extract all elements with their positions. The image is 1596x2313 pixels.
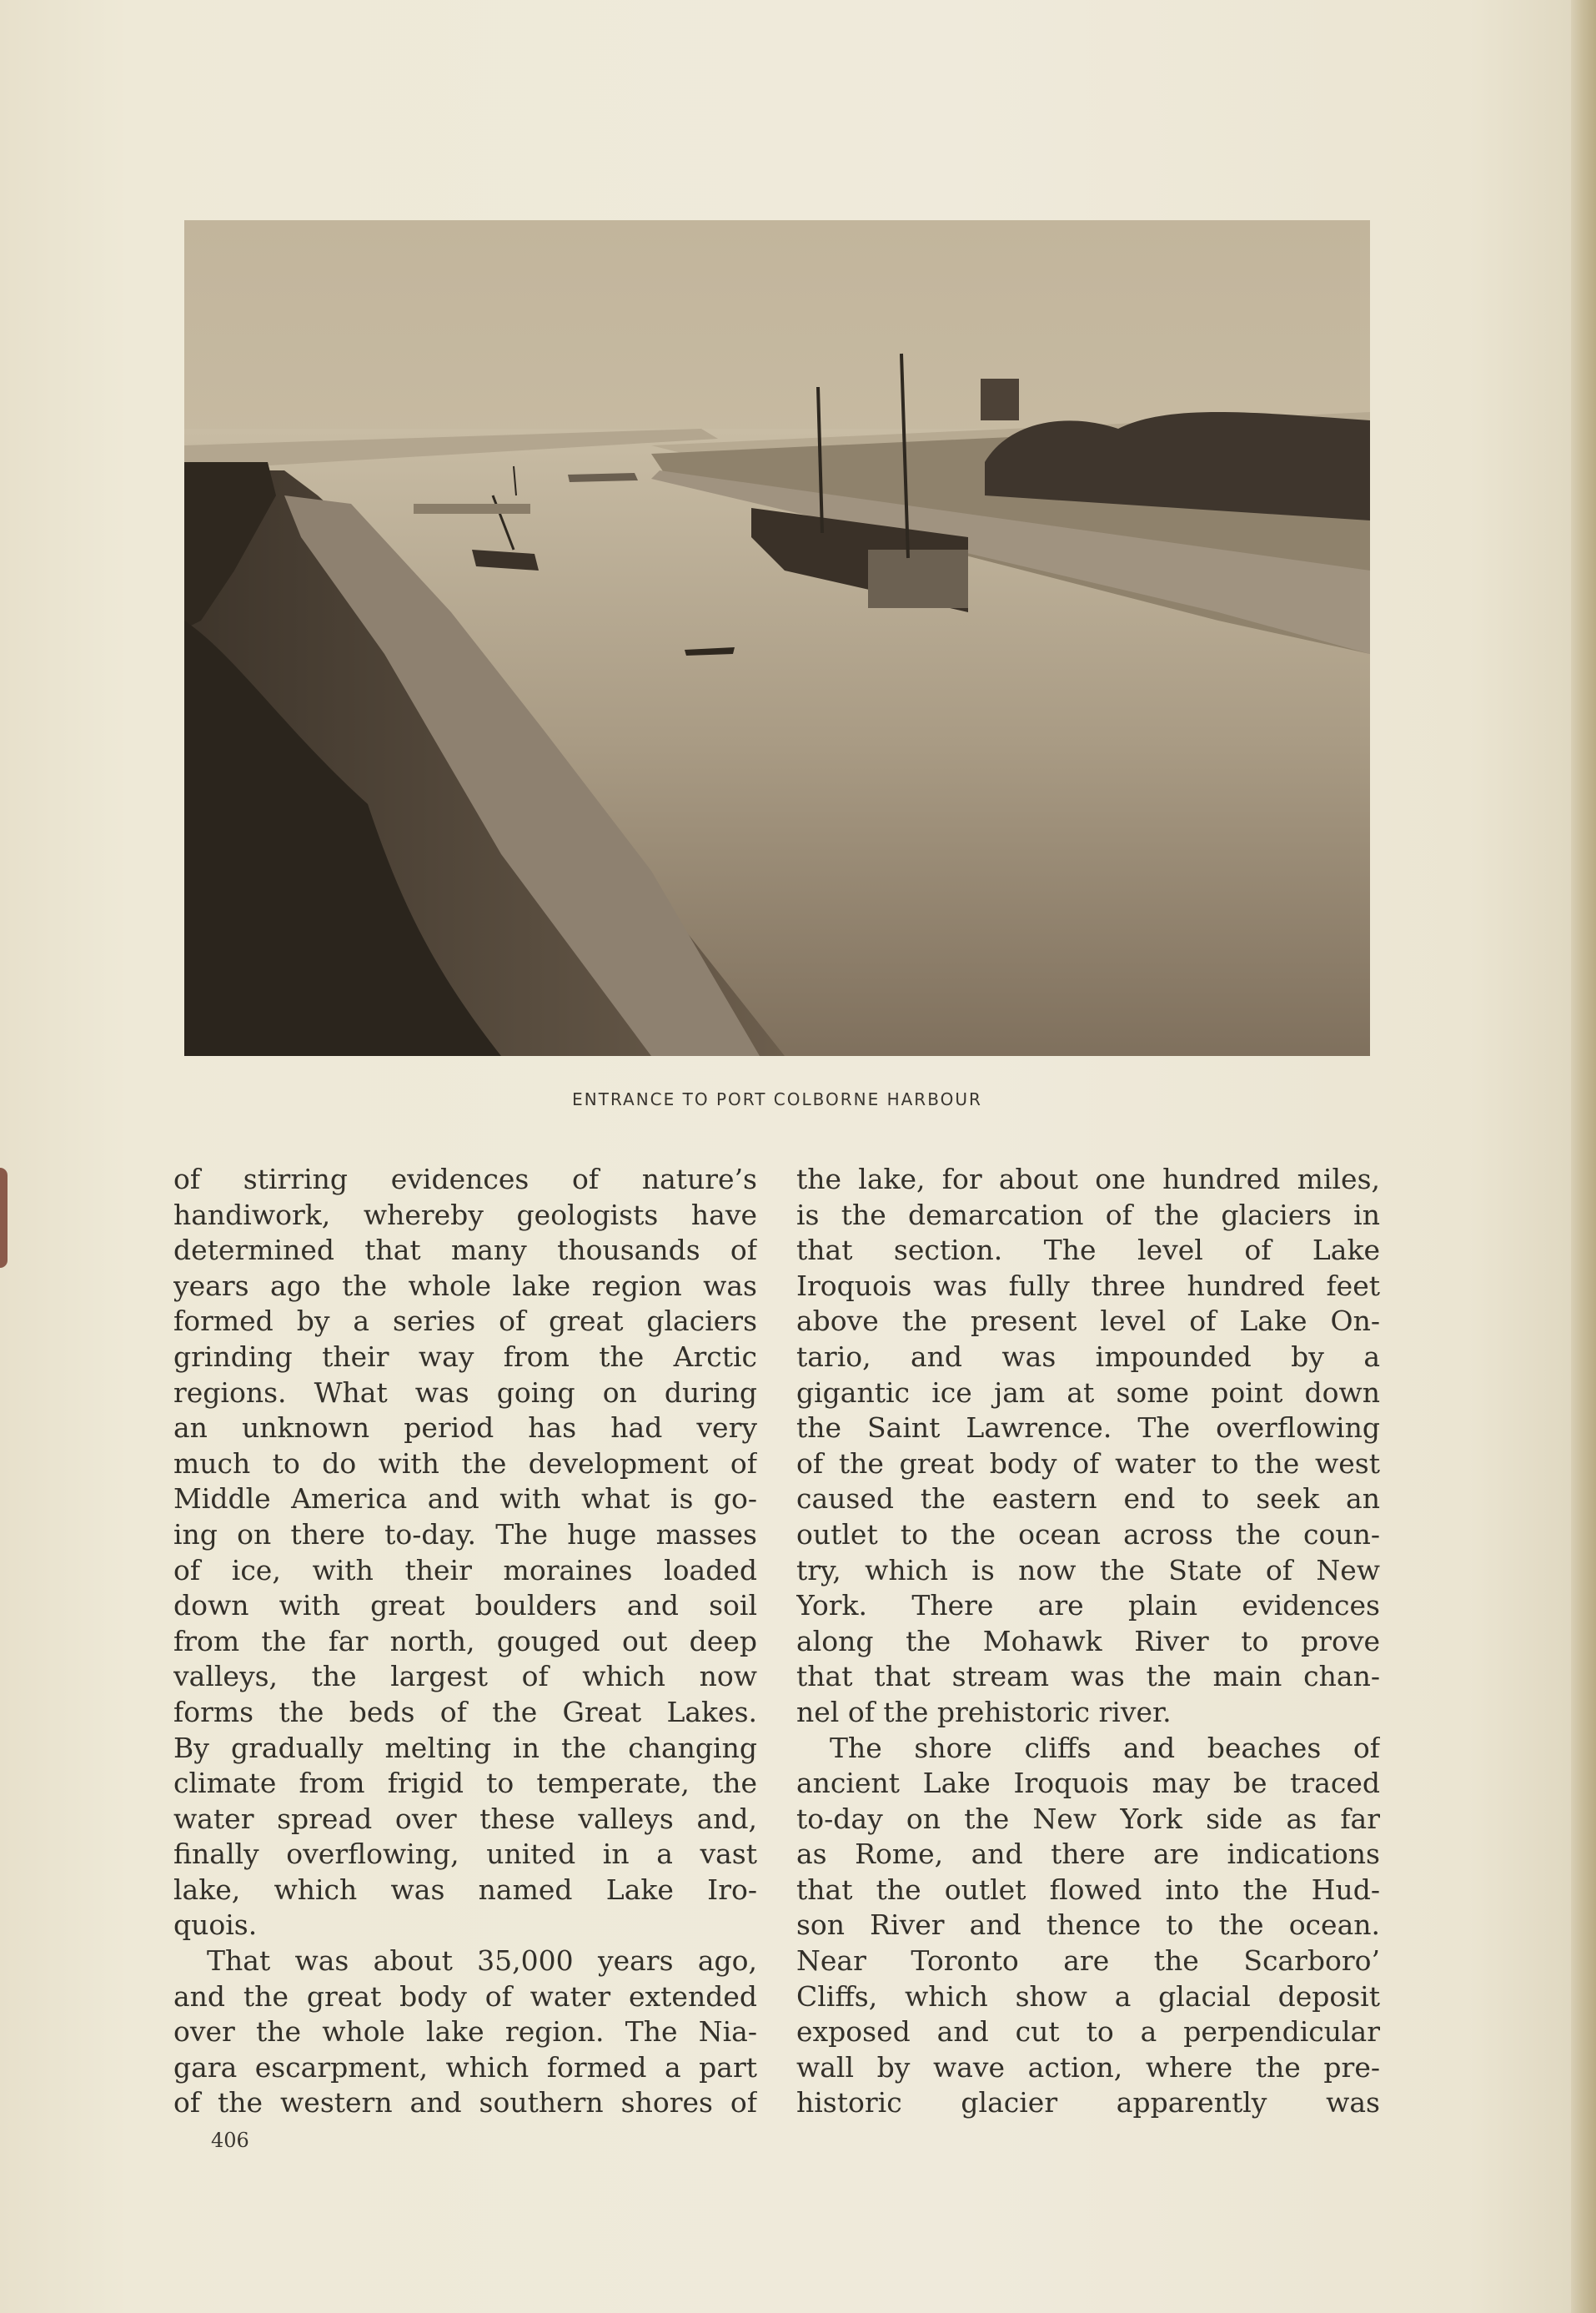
- text-line: caused the eastern end to seek an: [796, 1482, 1380, 1516]
- text-line: That was about 35,000 years ago,: [207, 1944, 757, 1978]
- page-edge: [1571, 0, 1596, 2313]
- text-line: finally overflowing, united in a vast: [173, 1838, 757, 1871]
- binding-mark: [0, 1168, 8, 1268]
- text-line: lake, which was named Lake Iro-: [173, 1873, 757, 1906]
- text-line: years ago the whole lake region was: [173, 1269, 757, 1302]
- text-line: water spread over these valleys and,: [173, 1802, 757, 1835]
- text-line: try, which is now the State of New: [796, 1553, 1380, 1586]
- text-line: over the whole lake region. The Nia-: [173, 2015, 757, 2049]
- text-line: is the demarcation of the glaciers in: [796, 1198, 1380, 1231]
- text-line: an unknown period has had very: [173, 1411, 757, 1445]
- text-line: as Rome, and there are indications: [796, 1838, 1380, 1871]
- text-line: Near Toronto are the Scarboro’: [796, 1944, 1380, 1978]
- text-line: above the present level of Lake On-: [796, 1305, 1380, 1338]
- text-line: tario, and was impounded by a: [796, 1340, 1380, 1373]
- text-line: ing on there to-day. The huge masses: [173, 1517, 757, 1551]
- text-line: Cliffs, which show a glacial deposit: [796, 1979, 1380, 2013]
- text-line: determined that many thousands of: [173, 1234, 757, 1267]
- text-line: much to do with the development of: [173, 1446, 757, 1480]
- text-line: of ice, with their moraines loaded: [173, 1553, 757, 1586]
- text-line: historic glacier apparently was: [796, 2086, 1380, 2119]
- text-line: along the Mohawk River to prove: [796, 1624, 1380, 1657]
- text-line: that section. The level of Lake: [796, 1234, 1380, 1267]
- text-line: gigantic ice jam at some point down: [796, 1375, 1380, 1409]
- text-line: regions. What was going on during: [173, 1375, 757, 1409]
- photo-caption: ENTRANCE TO PORT COLBORNE HARBOUR: [572, 1089, 982, 1109]
- text-line: climate from frigid to temperate, the: [173, 1767, 757, 1800]
- text-line: By gradually melting in the changing: [173, 1731, 757, 1764]
- text-line: York. There are plain evidences: [796, 1589, 1380, 1622]
- harbour-photograph: [184, 220, 1370, 1056]
- text-line: of the great body of water to the west: [796, 1446, 1380, 1480]
- text-line: grinding their way from the Arctic: [173, 1340, 757, 1373]
- text-line: The shore cliffs and beaches of: [830, 1731, 1380, 1764]
- text-line: outlet to the ocean across the coun-: [796, 1517, 1380, 1551]
- text-line: to-day on the New York side as far: [796, 1802, 1380, 1835]
- text-line: that the outlet flowed into the Hud-: [796, 1873, 1380, 1906]
- text-line: down with great boulders and soil: [173, 1589, 757, 1622]
- text-line: valleys, the largest of which now: [173, 1660, 757, 1693]
- text-line: Middle America and with what is go-: [173, 1482, 757, 1516]
- text-line: wall by wave action, where the pre-: [796, 2050, 1380, 2084]
- text-line: formed by a series of great glaciers: [173, 1305, 757, 1338]
- text-line: of stirring evidences of nature’s: [173, 1163, 757, 1195]
- text-line: quois.: [173, 1908, 258, 1942]
- text-line: of the western and southern shores of: [173, 2086, 757, 2119]
- text-line: the Saint Lawrence. The overflowing: [796, 1411, 1380, 1445]
- text-line: that that stream was the main chan-: [796, 1660, 1380, 1693]
- text-column-left: [173, 1162, 757, 2121]
- text-line: forms the beds of the Great Lakes.: [173, 1695, 757, 1728]
- text-line: and the great body of water extended: [173, 1979, 757, 2013]
- text-line: Iroquois was fully three hundred feet: [796, 1269, 1380, 1302]
- text-column-right: [796, 1162, 1380, 2121]
- text-line: exposed and cut to a perpendicular: [796, 2015, 1380, 2049]
- text-line: the lake, for about one hundred miles,: [796, 1163, 1380, 1195]
- text-line: from the far north, gouged out deep: [173, 1624, 757, 1657]
- page-number: 406: [211, 2129, 249, 2152]
- text-line: nel of the prehistoric river.: [796, 1695, 1172, 1728]
- text-line: son River and thence to the ocean.: [796, 1908, 1380, 1942]
- text-line: ancient Lake Iroquois may be traced: [796, 1767, 1380, 1800]
- text-line: handiwork, whereby geologists have: [173, 1198, 757, 1231]
- text-line: gara escarpment, which formed a part: [173, 2050, 757, 2084]
